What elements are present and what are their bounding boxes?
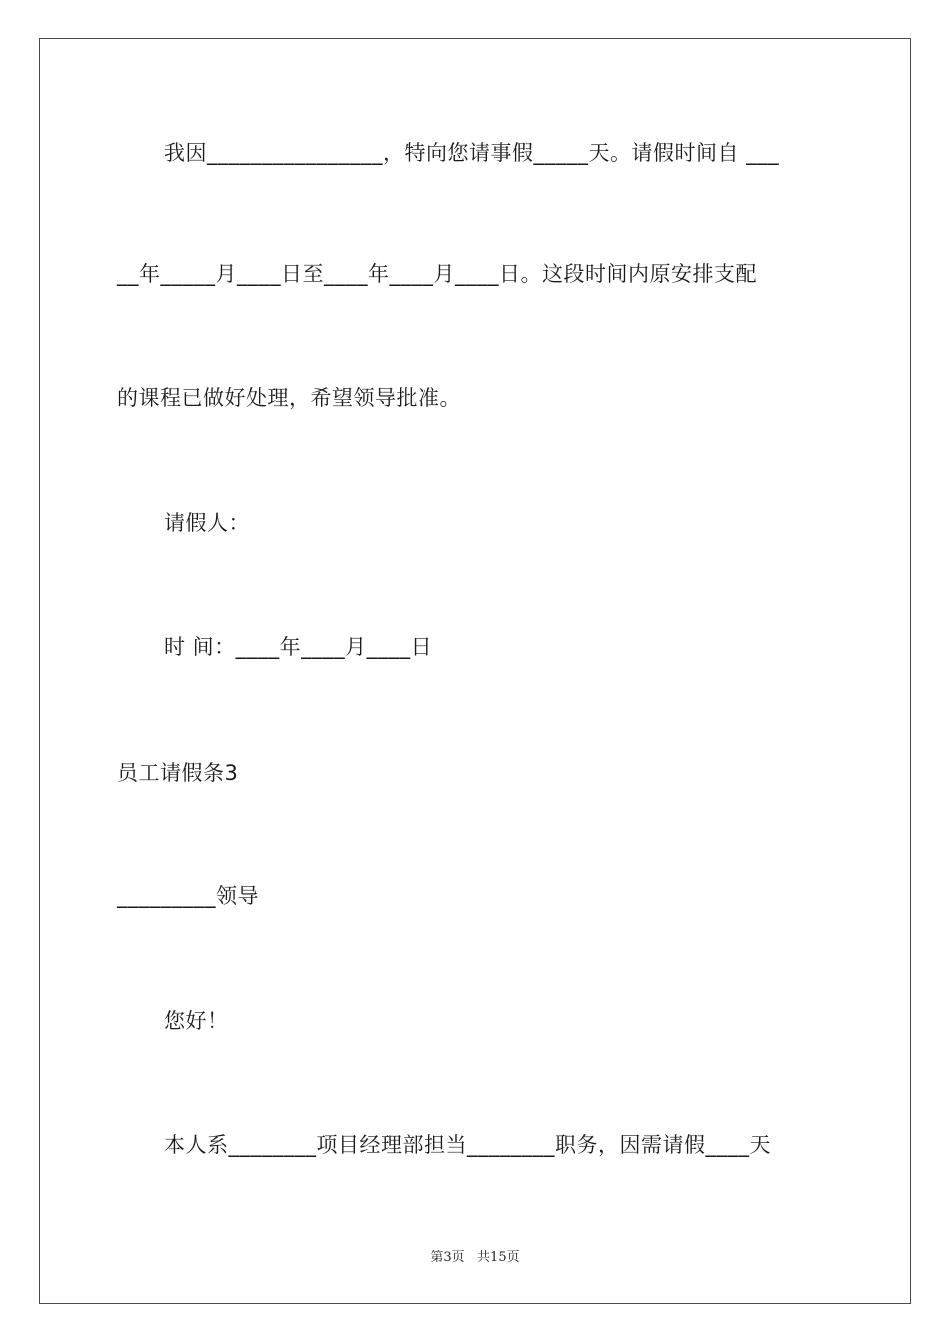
body-line: 本人系________项目经理部担当________职务，因需请假____天 — [164, 1133, 771, 1157]
greeting: 您好！ — [164, 1009, 229, 1033]
page-number: 第3页 共15页 — [430, 1250, 520, 1265]
leave-dates-line: __年_____月____日至____年____月____日。这段时间内原安排支配 — [117, 262, 757, 286]
applicant-label: 请假人： — [164, 511, 250, 535]
date-line: 时 间：____年____月____日 — [164, 635, 433, 659]
salutation-leader: _________领导 — [117, 884, 259, 908]
leave-reason-line: 我因________________，特向您请事假_____天。请假时间自 ___ — [164, 141, 780, 165]
approval-request-line: 的课程已做好处理，希望领导批准。 — [117, 386, 461, 410]
page-border — [39, 38, 911, 1304]
section-heading: 员工请假条3 — [117, 761, 239, 785]
